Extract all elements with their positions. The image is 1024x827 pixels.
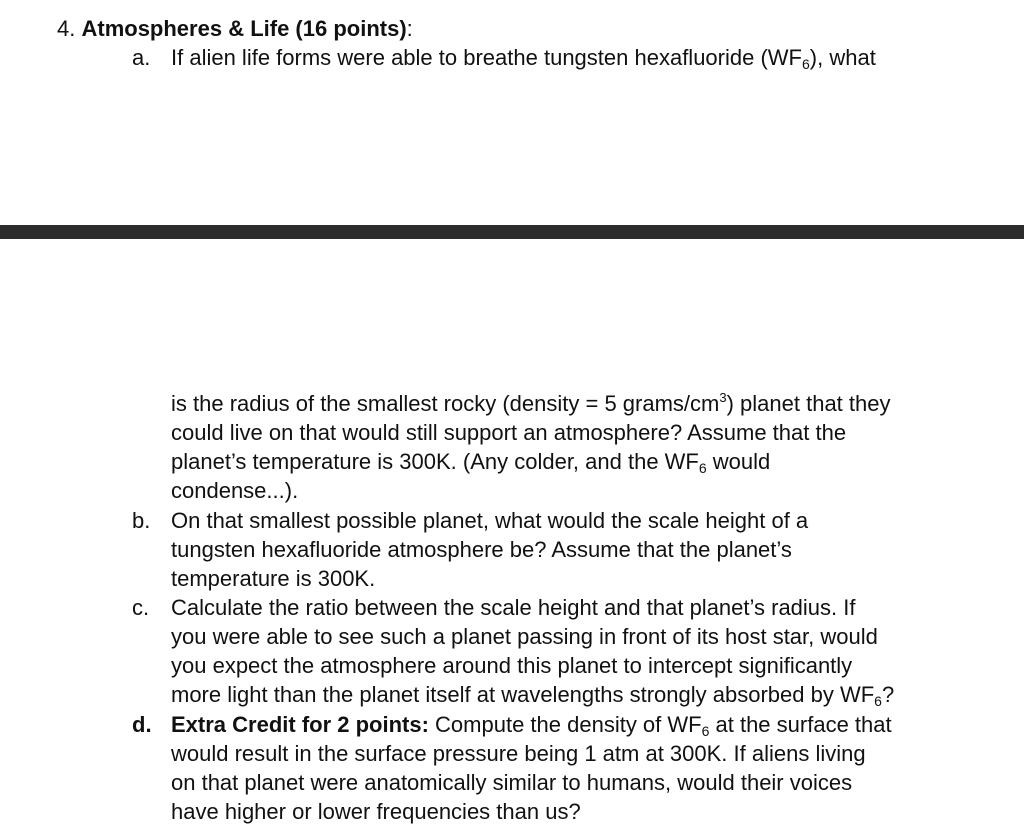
part-d-marker: d.: [132, 712, 152, 737]
question-title: Atmospheres & Life (16 points): [81, 16, 407, 41]
part-b-line-2: tungsten hexafluoride atmosphere be? Assume that the planet’s: [171, 537, 792, 562]
part-c-line-4-end: ?: [881, 682, 895, 707]
part-a-line-1: [171, 389, 891, 418]
part-c-line-4-text: more light than the planet itself at wavelengths strongly absorbed by WF: [171, 682, 875, 707]
part-c-line-3: you expect the atmosphere around this planet to intercept significantly: [171, 653, 853, 678]
part-a-line-4: condense...).: [171, 478, 299, 503]
part-c-line-2: you were able to see such a planet passing in front of its host star, would: [171, 624, 878, 649]
question-heading: [57, 14, 413, 43]
question-number: 4.: [57, 16, 76, 41]
part-c-line-4: [171, 680, 894, 709]
part-d-line-1: [171, 710, 892, 739]
part-b-line-1: On that smallest possible planet, what would the scale height of a: [171, 508, 809, 533]
part-c-line-1: Calculate the ratio between the scale height and that planet’s radius. If: [171, 595, 856, 620]
subscript-6: 6: [698, 460, 707, 476]
part-a-line-1-text: is the radius of the smallest rocky (density = 5 grams/cm: [171, 391, 720, 416]
part-a-line-2: could live on that would still support an atmosphere? Assume that the: [171, 420, 847, 445]
part-a-line-3-text: planet’s temperature is 300K. (Any colder, and the WF: [171, 449, 699, 474]
part-a-marker: a.: [132, 45, 151, 70]
superscript-3: 3: [719, 390, 727, 405]
part-b-marker: b.: [132, 508, 151, 533]
part-a-line-3-end: would: [706, 449, 771, 474]
subscript-6: 6: [802, 56, 810, 72]
part-d-line-1-end: at the surface that: [709, 712, 892, 737]
part-a-line-1-end: ) planet that they: [726, 391, 891, 416]
extra-credit-label: Extra Credit for 2 points:: [171, 712, 429, 737]
part-a-top-line: [171, 43, 876, 72]
part-d-line-3: on that planet were anatomically similar to humans, would their voices: [171, 770, 853, 795]
part-c-marker: c.: [132, 595, 150, 620]
part-a-line-3: [171, 447, 770, 476]
part-d-line-1-text: Compute the density of WF: [428, 712, 702, 737]
question-title-suffix: :: [406, 16, 413, 41]
part-d-line-2: would result in the surface pressure being 1 atm at 300K. If aliens living: [171, 741, 866, 766]
subscript-6: 6: [701, 723, 710, 739]
part-d-line-4: have higher or lower frequencies than us?: [171, 799, 581, 824]
page-break-divider: [0, 225, 1024, 239]
part-b-line-3: temperature is 300K.: [171, 566, 376, 591]
subscript-6: 6: [874, 693, 882, 709]
part-a-top-text: If alien life forms were able to breathe tungsten hexafluoride (WF: [171, 45, 802, 70]
part-a-top-text-end: ), what: [809, 45, 876, 70]
